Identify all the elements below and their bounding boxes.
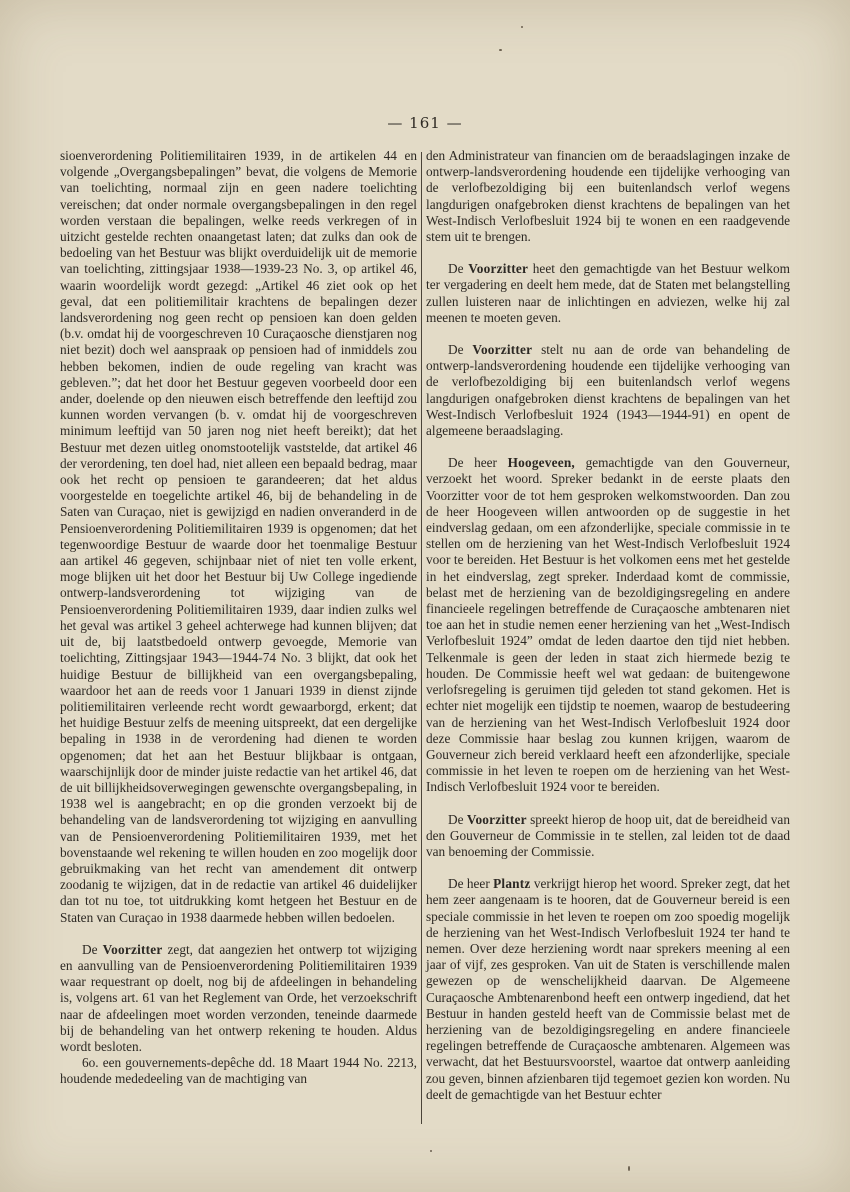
text-run: De heer (448, 876, 494, 892)
speaker-name: Voorzitter (468, 261, 529, 277)
paragraph (426, 812, 790, 861)
text-run: heet den gemachtigde van het Bestuur welkom ter vergadering en deelt hem mede, dat de Staten met belangstelling zullen luisteren naar de inlichtingen en adviezen, welke hij zal meenen te moeten geven. (426, 261, 790, 325)
text-run: De (82, 941, 103, 957)
paragraph: 6o. een gouvernements-depêche dd. 18 Maart 1944 No. 2213, houdende mededeeling van de machtiging van (60, 1055, 417, 1087)
text-run: verkrijgt hierop het woord. Spreker zegt, dat het hem zeer aangenaam is te hooren, dat de Gouverneur bereid is een speciale commissie in het leven te roepen om zoo spoedig mogelijk de herziening van het West-Indisch Verlofbesluit 1924 ter hand te nemen. Over deze herziening wordt naar sprekers meening al een jaar of vijf, zes gesproken. Van uit de Staten is verschillende malen gewezen op de wenschelijkheid daarvan. De Algemeene Curaçaosche Ambtenarenbond heeft een ontwerp ingediend, dat het Bestuur in handen gesteld heeft van de Commissie belast met de herziening van de bezoldigingsregeling en andere financieele regelingen betreffende de Curaçaosche ambtenaren. Algemeen was verwacht, dat het Bestuursvoorstel, waartoe dat ontwerp aanleiding zou geven, binnen afzienbaren tijd tegemoet gezien kon worden. Nu deelt de gemachtigde van het Bestuur echter (426, 876, 790, 1102)
speaker-name: Voorzitter (466, 811, 527, 827)
left-column (60, 148, 417, 1088)
text-run: De (448, 342, 473, 358)
paragraph (426, 261, 790, 326)
paper-speck (628, 1166, 630, 1171)
paper-speck (499, 49, 502, 51)
speaker-name: Voorzitter (472, 342, 533, 358)
speaker-name: Hoogeveen, (507, 455, 575, 471)
paragraph (60, 942, 417, 1055)
text-run: stelt nu aan de orde van behandeling de ontwerp-landsverordening houdende een tijdelijke verhooging van de verlofbezoldiging bij een buitenlandsch verlof wegens langdurigen onafgebroken dienst krachtens de bepalingen van het West-Indisch Verlofbesluit 1924 (1943—1944-91) en opent de algemeene beraadslaging. (426, 342, 790, 439)
column-divider (421, 152, 422, 1124)
text-run: De (448, 261, 469, 277)
text-run: zegt, dat aangezien het ontwerp tot wijziging en aanvulling van de Pensioenverordening Politiemilitairen 1939 waar requestrant op doelt, nog bij de afdeelingen in behandeling is, volgens art. 61 van het Reglement van Orde, het verzoekschrift naar de afdeelingen moet worden verzonden, teneinde daarmede bij de behandeling van het ontwerp rekening te houden. Aldus wordt besloten. (60, 941, 417, 1054)
text-run: spreekt hierop de hoop uit, dat de bereidheid van den Gouverneur de Commissie in te stellen, zal leiden tot de daad van benoeming der Commissie. (426, 811, 790, 859)
right-column (426, 148, 790, 1103)
paragraph: den Administrateur van financien om de beraadslagingen inzake de ontwerp-landsverordening houdende een tijdelijke verhooging van de verlofbezoldiging bij een buitenlandsch verlof wegens langdurigen onafgebroken dienst krachtens de bepalingen van het West-Indisch Verlofbesluit 1924 bij te wonen en een raadgevende stem uit te brengen. (426, 148, 790, 245)
speaker-name: Plantz (493, 876, 531, 892)
paragraph (426, 876, 790, 1103)
page-number: — 161 — (387, 114, 463, 132)
paragraph (426, 455, 790, 795)
paragraph: sioenverordening Politiemilitairen 1939, in de artikelen 44 en volgende „Overgangsbepalingen” bevat, die volgens de Memorie van toelichting, normaal zijn en geen nadere toelichting vereischen; dat onder normale overgangsbepalingen in den regel worden verstaan die bepalingen, welke reeds verkregen of in uitzicht gestelde rechten onaangetast laten; dat zulks dan ook de bedoeling van het Bestuur was blijkt overduidelijk uit de memorie van toelichting, zittingsjaar 1938—1939-23 No. 3, op artikel 46, waarin woordelijk wordt gezegd: „Artikel 46 ziet ook op het geval, dat een politiemilitair krachtens de bepalingen dezer landsverordening nog geen recht op pensioen kan doen gelden (b.v. omdat hij de voorgeschreven 10 Curaçaosche dienstjaren nog niet bezit) doch wel aanspraak op pensioen had of inmiddels zou hebben bekomen, indien de oude regeling van kracht was gebleven.”; dat het door het Bestuur gegeven voorbeeld door een ander, doelende op den nieuwen eisch betreffende den leeftijd zou kunnen worden vervangen (b. v. omdat hij de voorgeschreven minimum leeftijd van 50 jaren nog niet heeft bereikt); dat het Bestuur met dezen uitleg onomstootelijk vaststelde, dat artikel 46 der verordening, ten doel had, niet alleen een bepaald bedrag, maar ook het recht op pensioen te garandeeren; dat het aldus voorgestelde en toegelichte artikel 46, bij de behandeling in de Saten van Curaçao, niet is gewijzigd en nadien onveranderd in de Pensioenverordening Politiemilitairen 1939 is opgenomen; dat het tegenwoordige Bestuur de waarde door het toenmalige Bestuur aan artikel 46 gegeven, schijnbaar niet of niet ten volle erkent, moge blijken uit het door het Bestuur bij Uw College ingediende ontwerp-landsverordening tot wijziging van de Pensioenverordening Politiemilitairen 1939, daar indien zulks wel het geval was artikel 3 geheel achterwege had kunnen blijven; dat uit de, bij laatstbedoeld ontwerp gevoegde, Memorie van toelichting, Zittingsjaar 1943—1944-74 No. 3 blijkt, dat ook het huidige Bestuur de billijkheid van een overgangsbepaling, waardoor het aan de reeds voor 1 Januari 1939 in dienst zijnde politiemilitairen verleende recht wordt gewaarborgd, erkent; dat het huidige Bestuur zelfs de meening uitspreekt, dat een dergelijke bepaling in 1938 in de verordening had dienen te worden opgenomen; dat het aan het Bestuur blijkbaar is ontgaan, waarschijnlijk door de minder juiste redactie van het artikel 46, dat de uit billijkheidsoverwegingen gewenschte overgangsbepaling, in 1938 wel is aangebracht; en op die gronden verzoekt bij de behandeling van de landsverordening tot wijziging en aanvulling van de Pensioenverordening Politiemilitairen 1939, met het bovenstaande wel rekening te willen houden en zoo mogelijk door gebruikmaking van het recht van amendement dit ontwerp zoodanig te wijzigen, dat in de redactie van artikel 46 duidelijker dan tot nu toe, tot uitdrukking komt hetgeen het Bestuur en de Staten van Curaçao in 1938 daarmede hebben willen bedoelen. (60, 148, 418, 925)
paper-speck (521, 26, 523, 28)
text-run: De heer (448, 455, 508, 471)
speaker-name: Voorzitter (102, 941, 163, 957)
paper-speck (430, 1150, 432, 1152)
text-run: gemachtigde van den Gouverneur, verzoekt het woord. Spreker bedankt in de eerste plaats den Voorzitter voor de tot hem gesproken welkomstwoorden. Dan zou de heer Hoogeveen willen antwoorden op de suggestie in het eindverslag gedaan, om een afzonderlijke, speciale commissie in te stellen om de herziening van het West-Indisch Verlofbesluit 1924 voor te bereiden. Het Bestuur is het volkomen eens met het gestelde in het eindverslag, zegt spreker. Inderdaad komt de commissie, belast met de herziening van de bezoldigingsregeling en andere financieele regelingen betreffende de Curaçaosche ambtenaren niet toe aan het in studie nemen eener herziening van het „West-Indisch Verlofbesluit 1924” omdat de leden daartoe den tijd niet hebben. Telkenmale is geen der leden in staat zich hiermede bezig te houden. De Commissie heeft wel wat gedaan: de buitengewone verlofsregeling is geruimen tijd geleden tot stand gekomen. Het is echter niet mogelijk een tijdstip te noemen, waarop de bestudeering van de herziening van het West-Indisch Verlofbesluit 1924 door deze Commissie haar beslag zou kunnen krijgen, waarom de Gouverneur zich bereid verklaard heeft een afzonderlijke, speciale commissie in het leven te roepen om de herziening van het West-Indisch Verlofbesluit 1924 voor te bereiden. (426, 455, 790, 795)
text-run: De (448, 811, 467, 827)
paragraph (426, 342, 790, 439)
